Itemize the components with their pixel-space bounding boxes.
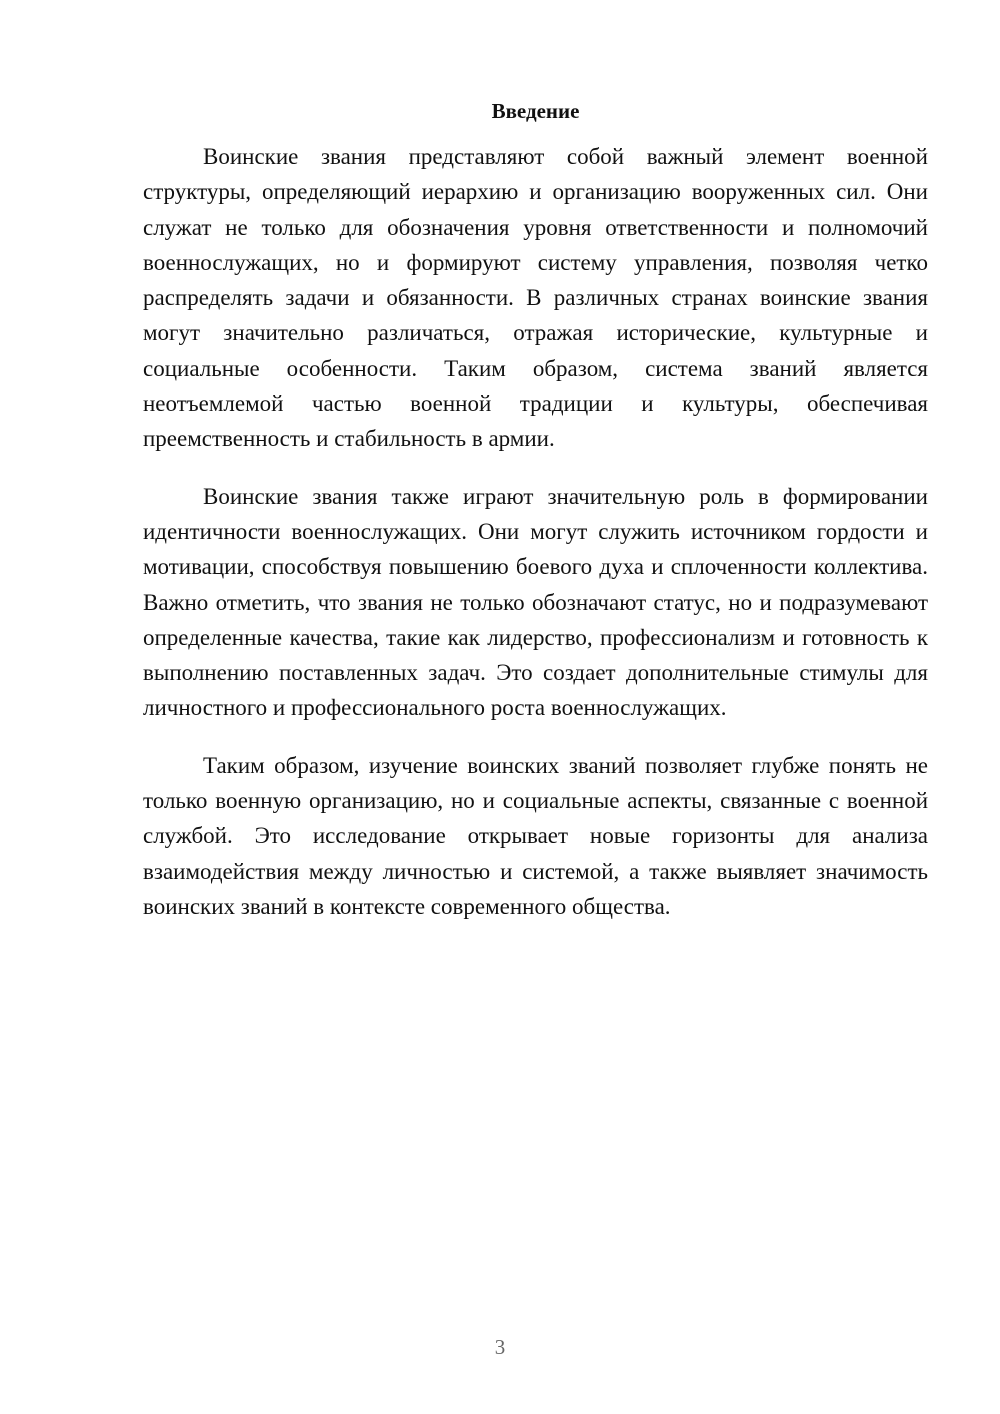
section-title: Введение (491, 99, 580, 123)
paragraph-3: Таким образом, изучение воинских званий позволяет глубже понять не только военную организацию, но и социальные аспекты, связанные с военной службой. Это исследование открывает новые горизонты для анализа взаимодействия между личностью и системой, а также выявляет значимость воинских званий в контексте современного общества. (143, 752, 928, 919)
page-number: 3 (494, 1335, 506, 1359)
paragraph-2: Воинские звания также играют значительную роль в формировании идентичности военнослужащих. Они могут служить источником гордости и мотивации, способствуя повышению боевого духа и сплоченности коллектива. Важно отметить, что звания не только обозначают статус, но и подразумевают определенные качества, такие как лидерство, профессионализм и готовность к выполнению поставленных задач. Это создает дополнительные стимулы для личностного и профессионального роста военнослужащих. (143, 483, 928, 721)
paragraph-1: Воинские звания представляют собой важный элемент военной структуры, определяющий иерархию и организацию вооруженных сил. Они служат не только для обозначения уровня ответственности и полномочий военнослужащих, но и формируют систему управления, позволяя четко распределять задачи и обязанности. В различных странах воинские звания могут значительно различаться, отражая исторические, культурные и социальные особенности. Таким образом, система званий является неотъемлемой частью военной традиции и культуры, обеспечивая преемственность и стабильность в армии. (143, 144, 928, 452)
page-content (143, 94, 928, 946)
